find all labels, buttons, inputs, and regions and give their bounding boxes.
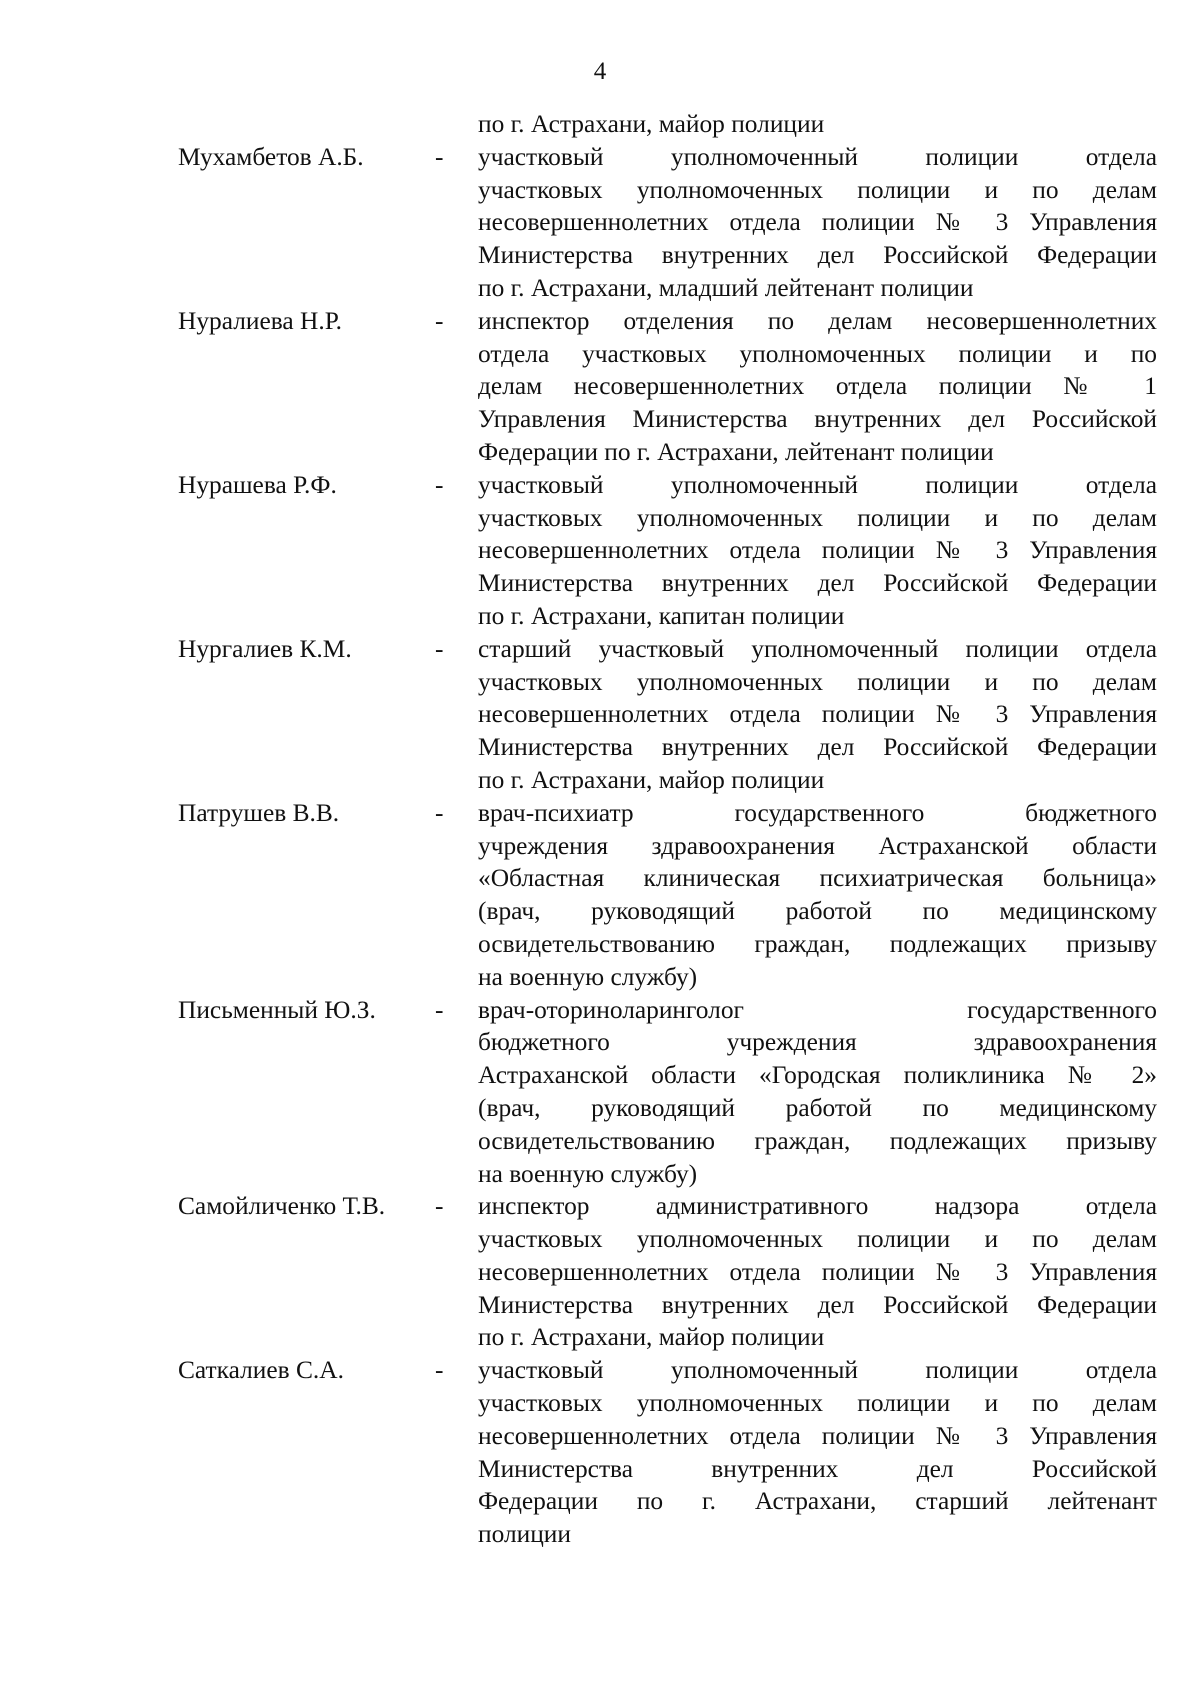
description-line: участковых уполномоченных полиции и по делам <box>478 1225 1157 1254</box>
list-item <box>178 305 1178 469</box>
position-description <box>478 633 1157 797</box>
description-line: Федерации по г. Астрахани, старший лейтенант <box>478 1487 1157 1516</box>
description-line: полиции <box>478 1520 571 1549</box>
position-description <box>478 1190 1157 1354</box>
description-line: участковых уполномоченных полиции и по делам <box>478 175 1157 204</box>
description-line: инспектор административного надзора отдела <box>478 1192 1157 1221</box>
page-number: 4 <box>593 58 607 85</box>
dash-separator: - <box>435 1192 444 1221</box>
list-item <box>178 797 1178 994</box>
position-description <box>478 797 1157 994</box>
description-line: Министерства внутренних дел Российской <box>478 1454 1157 1483</box>
continuation-text <box>478 108 1157 141</box>
description-line: несовершеннолетних отдела полиции № 3 Управления <box>478 1421 1157 1450</box>
description-line: Управления Министерства внутренних дел Российской <box>478 405 1157 434</box>
description-line: по г. Астрахани, майор полиции <box>478 1323 825 1352</box>
description-line: участковый уполномоченный полиции отдела <box>478 1356 1157 1385</box>
description-line: Астраханской области «Городская поликлиника № 2» <box>478 1061 1157 1090</box>
person-name: Самойличенко Т.В. <box>178 1192 386 1221</box>
description-line: по г. Астрахани, капитан полиции <box>478 601 845 630</box>
description-line: Министерства внутренних дел Российской Федерации <box>478 1290 1157 1319</box>
description-line: инспектор отделения по делам несовершеннолетних <box>478 306 1157 335</box>
list-item <box>178 633 1178 797</box>
description-line: «Областная клиническая психиатрическая больница» <box>478 864 1157 893</box>
list-item <box>178 1190 1178 1354</box>
description-line: (врач, руководящий работой по медицинскому <box>478 1093 1157 1122</box>
list-item <box>178 469 1178 633</box>
description-line: несовершеннолетних отдела полиции № 3 Управления <box>478 536 1157 565</box>
person-name: Нурашева Р.Ф. <box>178 470 337 499</box>
description-line: на военную службу) <box>478 962 698 991</box>
continuation-line: по г. Астрахани, майор полиции <box>478 110 825 138</box>
position-description <box>478 1354 1157 1551</box>
person-name: Нургалиев К.М. <box>178 634 352 663</box>
person-name: Письменный Ю.З. <box>178 995 376 1024</box>
description-line: врач-психиатр государственного бюджетного <box>478 798 1157 827</box>
description-line: (врач, руководящий работой по медицинскому <box>478 897 1157 926</box>
dash-separator: - <box>435 798 444 827</box>
list-item <box>178 994 1178 1191</box>
description-line: делам несовершеннолетних отдела полиции № 1 <box>478 372 1157 401</box>
description-line: участковый уполномоченный полиции отдела <box>478 142 1157 171</box>
dash-separator: - <box>435 142 444 171</box>
list-item <box>178 141 1178 305</box>
person-name: Патрушев В.В. <box>178 798 340 827</box>
description-line: учреждения здравоохранения Астраханской области <box>478 831 1157 860</box>
position-description <box>478 469 1157 633</box>
description-line: врач-оториноларинголог государственного <box>478 995 1157 1024</box>
dash-separator: - <box>435 995 444 1024</box>
description-line: бюджетного учреждения здравоохранения <box>478 1028 1157 1057</box>
description-line: несовершеннолетних отдела полиции № 3 Управления <box>478 208 1157 237</box>
description-line: по г. Астрахани, младший лейтенант полиции <box>478 273 974 302</box>
dash-separator: - <box>435 306 444 335</box>
description-line: Министерства внутренних дел Российской Федерации <box>478 569 1157 598</box>
description-line: несовершеннолетних отдела полиции № 3 Управления <box>478 1257 1157 1286</box>
person-name: Нуралиева Н.Р. <box>178 306 342 335</box>
description-line: участковых уполномоченных полиции и по делам <box>478 1389 1157 1418</box>
dash-separator: - <box>435 1356 444 1385</box>
list-item <box>178 1354 1178 1551</box>
position-description <box>478 994 1157 1191</box>
position-description <box>478 305 1157 469</box>
description-line: участковый уполномоченный полиции отдела <box>478 470 1157 499</box>
person-name: Мухамбетов А.Б. <box>178 142 364 171</box>
description-line: освидетельствованию граждан, подлежащих призыву <box>478 1126 1157 1155</box>
description-line: освидетельствованию граждан, подлежащих призыву <box>478 929 1157 958</box>
position-description <box>478 141 1157 305</box>
description-line: Министерства внутренних дел Российской Федерации <box>478 241 1157 270</box>
description-line: старший участковый уполномоченный полиции отдела <box>478 634 1157 663</box>
description-line: участковых уполномоченных полиции и по делам <box>478 503 1157 532</box>
description-line: несовершеннолетних отдела полиции № 3 Управления <box>478 700 1157 729</box>
person-name: Саткалиев С.А. <box>178 1356 344 1385</box>
description-line: участковых уполномоченных полиции и по делам <box>478 667 1157 696</box>
description-line: на военную службу) <box>478 1159 698 1188</box>
description-line: Федерации по г. Астрахани, лейтенант полиции <box>478 437 994 466</box>
description-line: по г. Астрахани, майор полиции <box>478 765 825 794</box>
description-line: отдела участковых уполномоченных полиции и по <box>478 339 1157 368</box>
personnel-list <box>178 108 1178 1551</box>
description-line: Министерства внутренних дел Российской Федерации <box>478 733 1157 762</box>
dash-separator: - <box>435 470 444 499</box>
dash-separator: - <box>435 634 444 663</box>
